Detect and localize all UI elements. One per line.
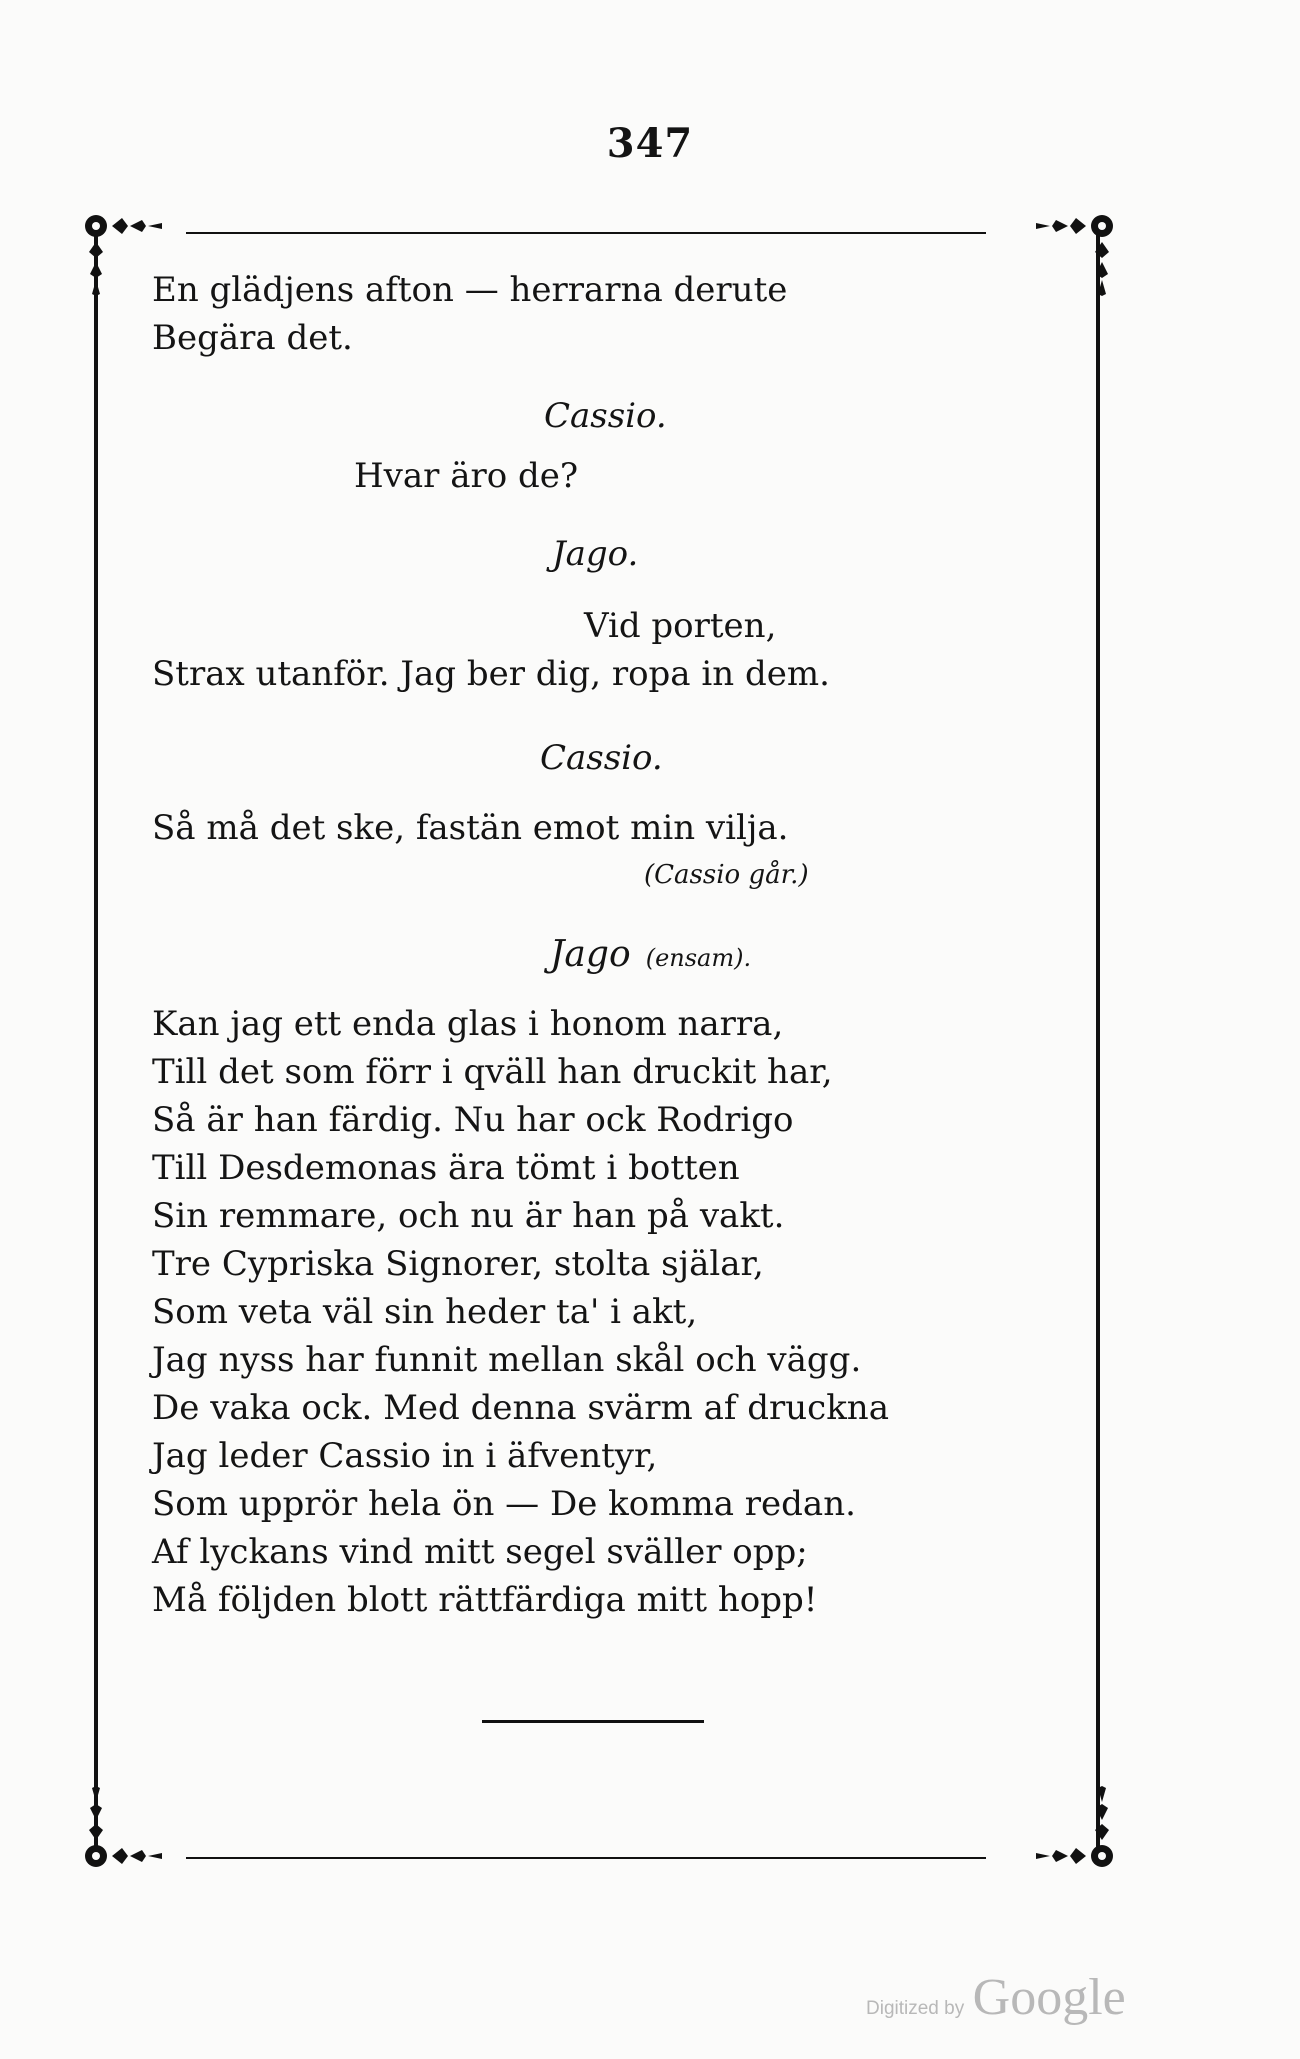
monologue-line: Till det som förr i qväll han druckit har, [152, 1052, 833, 1092]
monologue-line: Jag nyss har funnit mellan skål och vägg. [152, 1340, 862, 1380]
verse-line-1: En glädjens afton — herrarna derute [152, 270, 788, 310]
monologue-line: Så är han färdig. Nu har ock Rodrigo [152, 1100, 794, 1140]
verse-line-4: Vid porten, [584, 606, 777, 646]
corner-ornament-icon-top-right [1010, 204, 1120, 314]
speaker-jago-ensam [550, 934, 751, 975]
speaker-cassio-1: Cassio. [544, 396, 667, 436]
monologue-line: Jag leder Cassio in i äfventyr, [152, 1436, 658, 1476]
corner-ornament-icon-bottom-left [78, 1768, 188, 1878]
stage-direction-alone: (ensam). [645, 944, 752, 972]
border-bottom-rule [186, 1857, 986, 1859]
corner-ornament-icon-bottom-right [1010, 1768, 1120, 1878]
monologue-line: Tre Cypriska Signorer, stolta själar, [152, 1244, 764, 1284]
speaker-jago-2: Jago [550, 934, 631, 975]
page-number: 347 [606, 120, 694, 167]
monologue-line: Sin remmare, och nu är han på vakt. [152, 1196, 785, 1236]
speaker-jago-1: Jago. [552, 534, 639, 574]
end-rule [482, 1720, 704, 1723]
verse-line-3: Hvar äro de? [354, 456, 579, 496]
monologue-line: Till Desdemonas ära tömt i botten [152, 1148, 740, 1188]
verse-line-5: Strax utanför. Jag ber dig, ropa in dem. [152, 654, 830, 694]
watermark-prefix: Digitized by [866, 1998, 965, 2019]
monologue-line: De vaka ock. Med denna svärm af druckna [152, 1388, 889, 1428]
monologue-line: Af lyckans vind mitt segel sväller opp; [152, 1532, 808, 1572]
stage-direction-exit: (Cassio går.) [644, 860, 809, 890]
speaker-cassio-2: Cassio. [540, 738, 663, 778]
watermark-brand: Google [972, 1969, 1126, 2026]
monologue-line: Som veta väl sin heder ta' i akt, [152, 1292, 698, 1332]
verse-line-6: Så må det ske, fastän emot min vilja. [152, 808, 789, 848]
monologue-line: Kan jag ett enda glas i honom narra, [152, 1004, 784, 1044]
monologue [152, 1000, 889, 1624]
monologue-line: Må följden blott rättfärdiga mitt hopp! [152, 1580, 818, 1620]
digitized-watermark [866, 1968, 1126, 2027]
border-top-rule [186, 232, 986, 234]
verse-line-2: Begära det. [152, 318, 353, 358]
monologue-line: Som upprör hela ön — De komma redan. [152, 1484, 856, 1524]
